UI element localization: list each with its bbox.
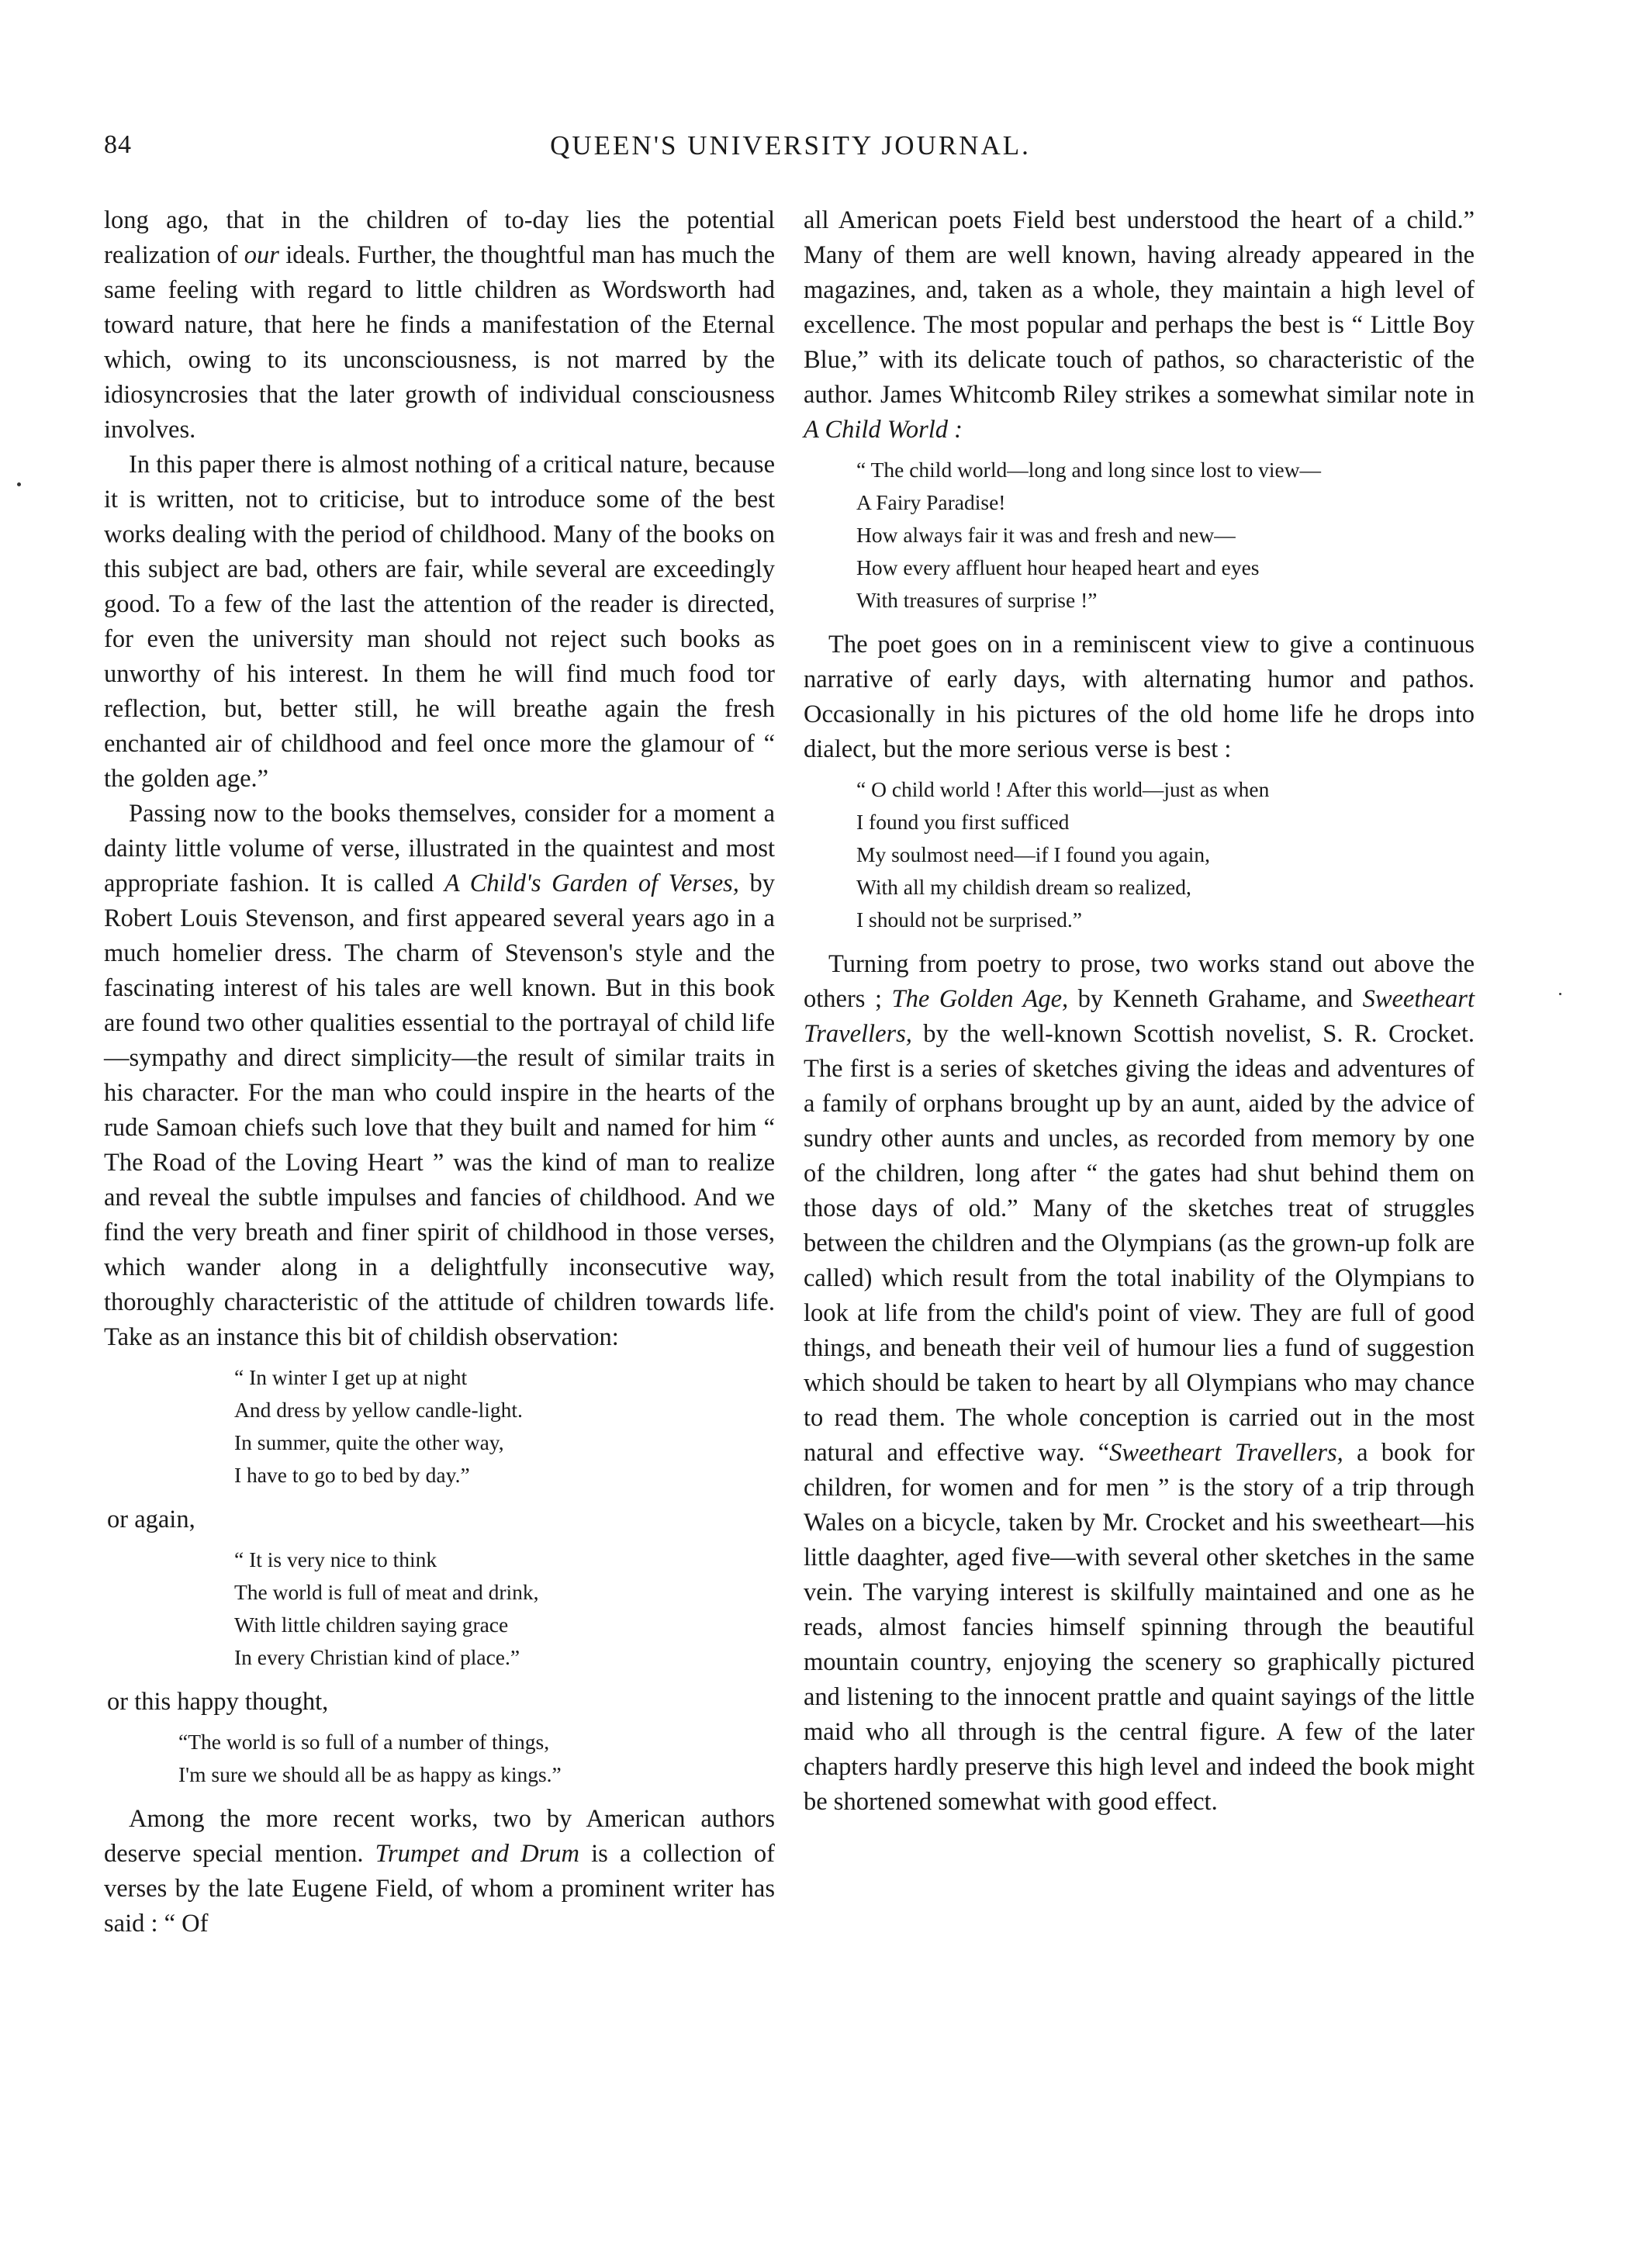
verse-line: With little children saying grace [234,1613,509,1637]
body-text: The poet goes on in a reminiscent view to give a continuous narrative of early days, with alternating humor and pathos. Occasionally in his pictures of the old home life he drops into dialect, but the more serious verse is best : [804,631,1475,763]
italic-title-text: Sweetheart Travellers, [1109,1439,1343,1467]
body-text: In this paper there is almost nothing of a critical nature, because it is written, not to criticise, but to introduce some of the best works dealing with the period of childhood. Many of the books on this subject are bad, others are fair, while several are exceedingly good. To a few of the last the attention of the reader is directed, for even the university man should not reject such books as unworthy of his interest. In them he will find much food tor reflection, but, better still, he will breathe again the fresh enchanted air of childhood and feel once more the glamour of “ the golden age.” [104,451,775,793]
body-text: a book for children, for women and for men ” is the story of a trip through Wales on a bicycle, taken by Mr. Crocket and his sweetheart—his little daaghter, aged five—with several other sketches in the same vein. The varying interest is skilfully maintained and one as he reads, almost fancies himself spinning through the beautiful mountain country, enjoying the scenery so graphically pictured and listening to the innocent prattle and quaint sayings of the little maid who all through is the central figure. A few of the later chapters hardly preserve this high level and indeed the book might be shortened somewhat with good effect. [804,1439,1475,1816]
verse-line: “ O child world ! After this world—just as when [856,777,1270,801]
body-text: is a collection of verses by the late Eugene Field, of whom a prominent writer has said : “ Of [104,1840,775,1938]
verse-line: The world is full of meat and drink, [234,1580,539,1604]
connector-text: or again, [107,1506,195,1533]
verse-line: How every affluent hour heaped heart and eyes [856,555,1260,579]
verse-quote [104,1544,775,1674]
body-text: Turning from poetry to prose, two works stand out above the others ; [804,950,1475,1013]
body-text: Among the more recent works, two by American authors deserve special mention. [104,1805,775,1868]
italic-title-text: A Child World : [804,416,963,444]
paragraph [104,448,775,797]
verse-line: And dress by yellow candle-light. [234,1398,523,1422]
verse-quote [104,1361,775,1492]
verse-line: A Fairy Paradise! [856,490,1006,514]
margin-speck [1559,993,1561,995]
italic-title-text: The Golden Age, [891,985,1069,1013]
verse-quote [104,1726,775,1791]
verse-line: With treasures of surprise !” [856,588,1098,612]
verse-line: My soulmost need—if I found you again, [856,842,1210,866]
body-text: ideals. Further, the thoughtful man has much the same feeling with regard to little children as Wordsworth had toward nature, that here he finds a manifestation of the Eternal which, owing to its unconsciousness, is not marred by the idiosyncrosies that the later growth of individual consciousness involves. [104,241,775,444]
verse-line: “The world is so full of a number of things, [178,1730,550,1754]
paragraph [804,203,1475,448]
margin-speck [17,482,21,486]
body-text: by Robert Louis Stevenson, and first appeared several years ago in a much homelier dress. The charm of Stevenson's style and the fascinating interest of his tales are well known. But in this book are found two other qualities essential to the portrayal of child life—sympathy and direct simplicity—the result of similar traits in his character. For the man who could inspire in the hearts of the rude Samoan chiefs such love that they built and named for him “ The Road of the Loving Heart ” was the kind of man to realize and reveal the subtle impulses and fancies of childhood. And we find the very breath and finer spirit of childhood in those verses, which wander along in a delightfully inconsecutive way, thoroughly characteristic of the attitude of children towards life. Take as an instance this bit of childish observation: [104,870,776,1351]
verse-line: How always fair it was and fresh and new— [856,523,1236,547]
verse-line: “ In winter I get up at night [234,1365,468,1389]
page-number: 84 [104,130,132,159]
verse-line: In every Christian kind of place.” [234,1645,520,1669]
italic-title-text: our [244,241,279,269]
verse-line: With all my childish dream so realized, [856,875,1191,899]
italic-title-text: Trumpet and Drum [375,1840,579,1868]
body-text: all American poets Field best understood the heart of a child.” Many of them are well known, having already appeared in the magazines, and, taken as a whole, they maintain a high level of excellence. The most popular and perhaps the best is “ Little Boy Blue,” with its delicate touch of pathos, so characteristic of the author. James Whitcomb Riley strikes a somewhat similar note in [804,206,1475,409]
running-head [104,130,1477,177]
verse-quote [804,773,1475,936]
verse-line: I should not be surprised.” [856,908,1082,932]
paragraph [804,628,1475,767]
body-text: by Kenneth Grahame, and [1068,985,1363,1013]
italic-title-text: A Child's Garden of Verses, [444,870,739,897]
verse-line: I found you first sufficed [856,810,1070,834]
paragraph [104,797,775,1355]
right-column [804,203,1475,1820]
verse-line: “ It is very nice to think [234,1547,437,1571]
verse-line: I'm sure we should all be as happy as kings.” [178,1762,562,1786]
paragraph [804,947,1475,1820]
left-column [104,203,775,1941]
verse-line: “ The child world—long and long since lost to view— [856,458,1322,482]
paragraph [104,203,775,448]
verse-line: In summer, quite the other way, [234,1430,504,1454]
paragraph [104,1802,775,1941]
body-text: Passing now to the books themselves, consider for a moment a dainty little volume of verse, illustrated in the quaintest and most appropriate fashion. It is called [104,800,775,897]
journal-title: QUEEN'S UNIVERSITY JOURNAL. [550,130,1031,161]
body-text: long ago, that in the children of to-day lies the potential realization of [104,206,775,269]
italic-title-text: Sweetheart Travellers, [804,985,1475,1048]
verse-line: I have to go to bed by day.” [234,1463,470,1487]
verse-quote [804,454,1475,617]
body-text: by the well-known Scottish novelist, S. R. Crocket. The first is a series of sketches giving the ideas and adventures of a family of orphans brought up by an aunt, aided by the advice of sundry other aunts and uncles, as recorded from memory by one of the children, long after “ the gates had shut behind them on those days of old.” Many of the sketches treat of struggles between the children and the Olympians (as the grown-up folk are called) which result from the total inability of the Olympians to look at life from the child's point of view. They are full of good things, and beneath their veil of humour lies a fund of suggestion which should be taken to heart by all Olympians who may chance to read them. The whole conception is carried out in the most natural and effective way. “ [804,1020,1475,1467]
connector-text: or this happy thought, [107,1688,329,1716]
